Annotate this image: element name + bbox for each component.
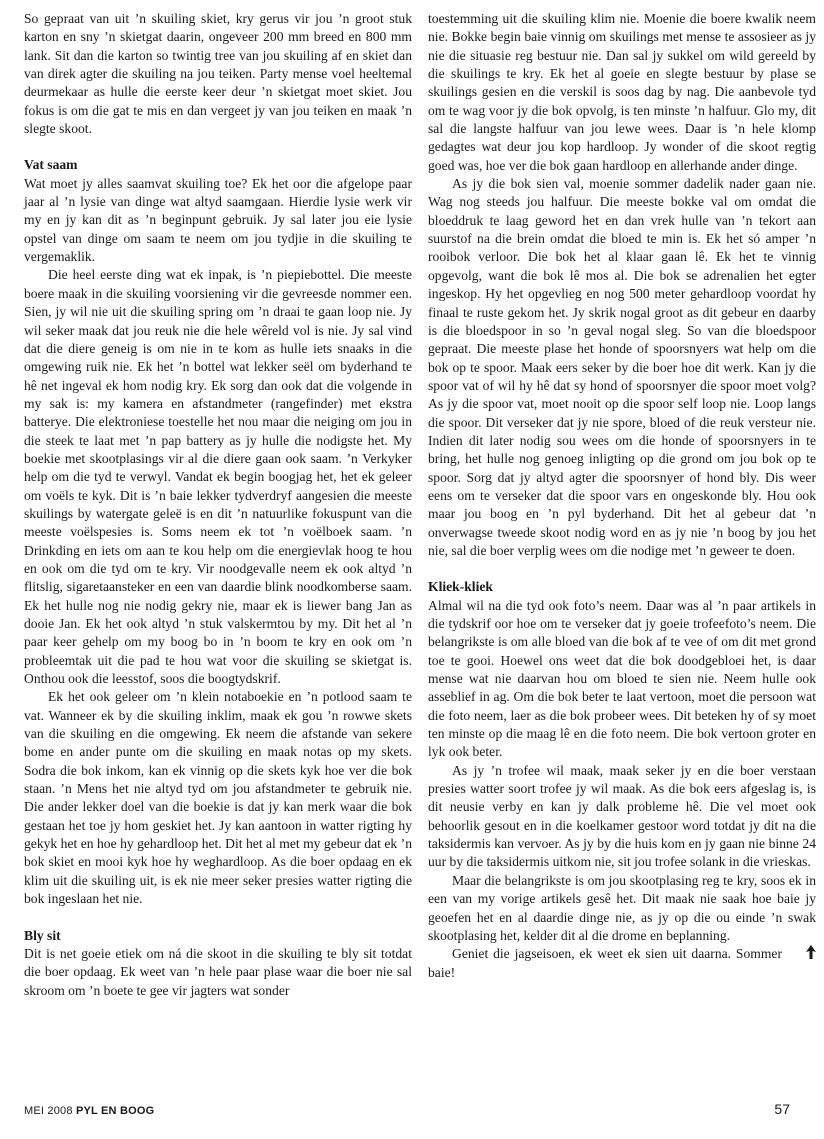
right-column [428,10,816,982]
left-column [24,10,412,1000]
paragraph: Ek het ook geleer om ’n klein notaboekie en ’n potlood saam te vat. Wanneer ek by die skuiling inklim, maak ek gou ’n rowwe skets van die skuiling en die omgewing. Ek neem die afstande van sekere bome en ander punte om die skuiling en maak notas op my skets. Sodra die bok inkom, kan ek vinnig op die skets kyk hoe ver die bok staan. ’n Mens het nie altyd tyd om jou afstandmeter te gebruik nie. Die ander lekker doel van die boekie is dat jy kan merk waar die bok gestaan het toe jy hom geskiet het. Jy kan aantoon in watter rigting hy gekyk het en hoe hy gehardloop het. Dit het al met my gebeur dat ek ’n bok skiet en mooi kyk hoe hy weghardloop. As die boer opdaag en ek klim uit die skuiling uit, is ek nie meer seker presies watter rigting die bok ingeslaan het nie. [24,689,412,907]
closing-paragraph [428,945,816,982]
issue-date: MEI 2008 [24,1105,73,1117]
paragraph: Die heel eerste ding wat ek inpak, is ’n piepiebottel. Die meeste boere maak in die skuiling voorsiening vir die gevreesde nommer een. Sien, jy wil nie uit die skuiling spring om ’n draai te gaan loop nie. Jy wil seker maak dat jou reuk nie die hele wêreld vol is nie. Jy sal vind dat die diere geneig is om nie in te kom as hulle iets snaaks in die omgewing ruik nie. Ek het ’n bottel wat lekker seël om byderhand te hê net ingeval ek hom nodig kry. Ek sorg dan ook dat die volgende in my sak is: my kamera en afstandmeter (rangefinder) met ekstra batterye. Die elektroniese toestelle het nou maar die neiging om jou in die steek te laat met ’n pap battery as jy hulle die nodigste het. My boekie met skootplasings vir al die diere gaan ook saam. ’n Verkyker help om die tyd te verwyl. Vandat ek begin boogjag het, het ek geleer om voëls te kyk. Dit is ’n baie lekker tydverdryf aangesien die meeste skuilings by watergate geleë is en dit ’n natuurlike fokuspunt van die meeste voëlspesies is. Soms neem ek tot ’n voëlboek saam. ’n Drinkding en iets om aan te kou help om die energievlak hoog te hou en ook om die tyd om te kry. Vir noodgevalle neem ek ook altyd ’n flitslig, sigaretaansteker en een van daardie blink noodkomberse saam. Ek het hulle nog nie nodig gekry nie, maar ek is liewer bang Jan as dooie Jan. Ek het ook altyd ’n stuk valskermtou by my. Dit het al ’n paar keer gehelp om my boog bo in ’n boom te kry en ook om ’n probleemtak uit die pad te hou wat voor die skuiling se skietgat is. Onthou ook die leesstof, soos die boogtydskrif. [24,267,412,687]
paragraph: toestemming uit die skuiling klim nie. Moenie die boere kwalik neem nie. Bokke begin baie vinnig om skuilings met mense te assosieer as jy nie die situasie reg bestuur nie. Dan sal jy sukkel om wild gereeld by die skuilings te kry. Ek het al goeie en slegte bestuur by plase se skuilings gesien en die verskil is soos dag by nag. Die aanbevole tyd om te wag voor jy die bok opvolg, is ten minste ’n halfuur. Glo my, dit sal die langste halfuur van jou lewe wees. Daar is ’n hele klomp gedagtes wat deur jou kop hardloop. Jy wonder of die skoot regtig goed was, hoe ver die bok gaan hardloop en allerhande ander dinge. [428,11,816,173]
paragraph: So gepraat van uit ’n skuiling skiet, kry gerus vir jou ’n groot stuk karton en sny ’n skietgat daarin, ongeveer 200 mm breed en 800 mm lank. Sit dan die karton so twintig tree van jou skuiling af en skiet dan van direk agter die skuiling na jou teiken. Party mense voel heeltemal deurmekaar as hulle die eerste keer deur ’n skietgat moet skiet. Jou fokus is om die gat te mis en dan vergeet jy van jou teiken en maak ’n slegte skoot. [24,11,412,137]
paragraph: Dit is net goeie etiek om ná die skoot in die skuiling te bly sit totdat die boer opdaag. Ek weet van ’n hele paar plase waar die boer nie sal skroom om ’n boete te gee vir jagters wat sonder [24,945,412,998]
paragraph: As jy ’n trofee wil maak, maak seker jy en die boer verstaan presies watter soort trofee jy wil maak. As die bok eers afgeslag is, is dit neusie verby en kan jy dalk probleme hê. Die vel moet ook behoorlik gesout en in die koelkamer gestoor word totdat jy dit na die taksidermis kan vervoer. As jy by die huis kom en jy gaan nie binne 24 uur by die taksidermis uitkom nie, sit jou trofee solank in die vrieskas. [428,762,816,870]
section-heading-kliek-kliek: Kliek-kliek [428,579,493,595]
section-heading-vat-saam: Vat saam [24,157,78,173]
paragraph: Maar die belangrikste is om jou skootplasing reg te kry, soos ek in een van my vorige artikels gesê het. Dit maak nie saak hoe baie jy geoefen het en al daardie dinge nie, as jy op die ou einde ’n swak skootplasing het, kelder dit al die drome en beplanning. [428,872,816,943]
page-number: 57 [774,1101,790,1117]
section-heading-bly-sit: Bly sit [24,927,61,943]
magazine-name: PYL EN BOOG [75,1105,155,1117]
arrowhead-end-mark-icon [782,945,816,964]
footer-issue-info [24,1105,154,1117]
closing-text: Geniet die jagseisoen, ek weet ek sien uit daarna. Sommer baie! [428,946,782,980]
paragraph: Wat moet jy alles saamvat skuiling toe? Ek het oor die afgelope paar jaar al ’n lysie van dinge wat altyd saamgaan. Hierdie lysie werk vir my en jy kan dit as ’n beginpunt gebruik. Jy sal later jou eie lysie opstel van dinge om saam te neem om jou tydjie in die skuiling te vergemaklik. [24,175,412,265]
page-footer [24,1099,790,1119]
paragraph: As jy die bok sien val, moenie sommer dadelik nader gaan nie. Wag nog steeds jou halfuur. Die meeste bokke val om omdat die bloeddruk te laag geword het en dan vrek hulle van ’n tekort aan suurstof na die brein omdat die bloed te min is. Ek het só amper ’n rooibok verloor. Die bok het al klaar gaan lê. Ek het te vinnig opgevolg, want die bok lê mos al. Die bok se adrenalien het egter ingeskop. Hy het opgevlieg en nog 500 meter gehardloop voordat hy finaal te ruste gekom het. Jy skrik nogal groot as dit gebeur en daarby is die bloedspoor in so ’n geval nogal sleg. So van die bloedspoor gepraat. Die meeste plase het honde of spoorsnyers wat help om die bok op te spoor. Maak eers seker by die boer hoe dit werk. Kan jy die spoor vat of wil hy hê dat sy hond of spoorsnyer die spoor moet volg? As jy die spoor vat, moet nooit op die spoor self loop nie. Loop langs die spoor. Dit verseker dat jy nie spore, bloed of die reuk versteur nie. Indien dit later nodig sou wees om die honde of spoorsnyers in te bring, het hulle nog genoeg inligting op die grond om jou bok op te spoor. Sorg dat jy altyd agter die spoorsnyer of hond bly. Dis weer eens om te verseker dat die spoor vars en ongeskonde bly. Hou ook maar jou boog en ’n pyl byderhand. Dit het al gebeur dat ’n onverwagse tweede skoot nodig word en as jy nie ’n boog by jou het nie, sal die boer verplig wees om die nodige met ’n geweer te doen. [428,176,816,558]
paragraph: Almal wil na die tyd ook foto’s neem. Daar was al ’n paar artikels in die tydskrif oor hoe om te verseker dat jy goeie trofeefoto’s neem. Die belangrikste is om alle bloed van die bok af te vee of om dit met grond toe te gooi. Hoewel ons weet dat die bok doodgebloei het, is daar mense wat nie daarvan hou om bloed te sien nie. Neem hulle ook asseblief in ag. Om die bok beter te laat vertoon, moet die persoon wat die foto neem, laer as die bok probeer wees. Dit beteken hy of sy moet ten minste op die maag lê en die foto neem. Die bok vertoon groter en lyk ook beter. [428,597,816,760]
